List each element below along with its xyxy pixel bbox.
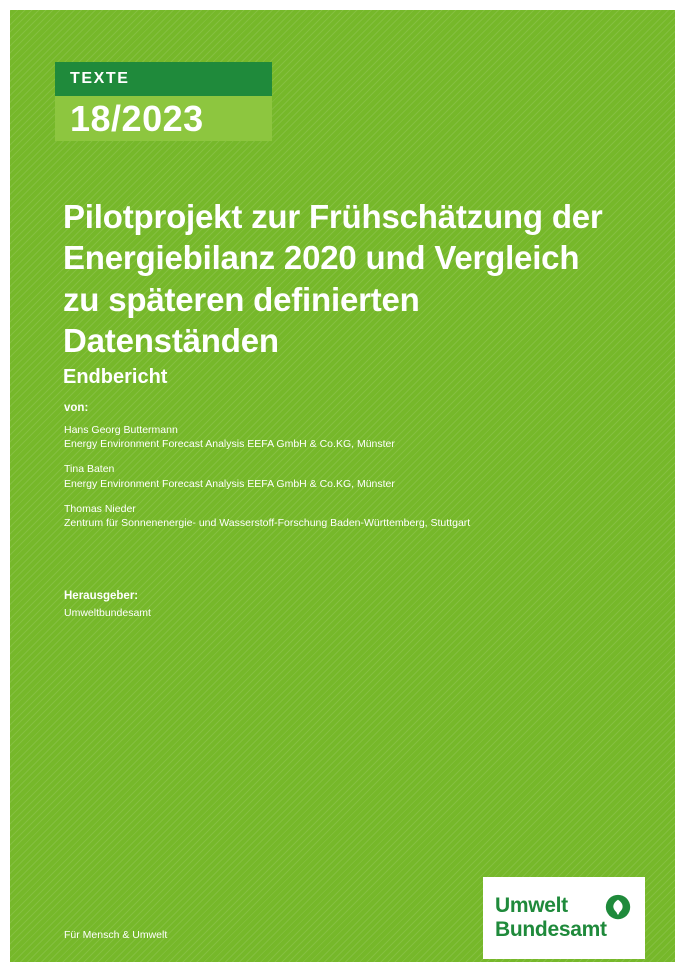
logo-line-1: Umwelt xyxy=(495,894,568,918)
cover-page xyxy=(10,10,675,962)
tagline: Für Mensch & Umwelt xyxy=(64,929,168,941)
series-badge-issue xyxy=(55,96,272,141)
author-affiliation: Energy Environment Forecast Analysis EEFA GmbH & Co.KG, Münster xyxy=(64,438,395,451)
series-badge xyxy=(55,62,272,141)
author-entry xyxy=(64,462,634,490)
author-name: Hans Georg Buttermann xyxy=(64,424,178,436)
uba-leaf-icon xyxy=(605,894,631,920)
author-entry xyxy=(64,502,634,530)
logo-wordmark xyxy=(495,894,607,941)
issue-number: 18/2023 xyxy=(70,97,204,139)
umweltbundesamt-logo xyxy=(483,877,645,959)
author-entry xyxy=(64,423,634,451)
title-block xyxy=(63,196,623,389)
author-affiliation: Energy Environment Forecast Analysis EEFA GmbH & Co.KG, Münster xyxy=(64,477,395,490)
authors-label: von: xyxy=(64,402,89,414)
publisher-section xyxy=(64,590,151,619)
page-subtitle: Endbericht xyxy=(63,366,168,388)
publisher-name: Umweltbundesamt xyxy=(64,607,151,619)
page-title: Pilotprojekt zur Frühschätzung der Energiebilanz 2020 und Vergleich zu späteren definierten Datenständen xyxy=(63,198,603,359)
author-name: Thomas Nieder xyxy=(64,502,136,515)
logo-line-2: Bundesamt xyxy=(495,918,607,941)
author-affiliation: Zentrum für Sonnenenergie- und Wasserstoff-Forschung Baden-Württemberg, Stuttgart xyxy=(64,516,471,529)
author-name: Tina Baten xyxy=(64,463,115,476)
series-badge-header xyxy=(55,62,272,96)
publisher-label: Herausgeber: xyxy=(64,590,139,602)
authors-section xyxy=(64,402,634,541)
series-label: TEXTE xyxy=(70,70,130,87)
